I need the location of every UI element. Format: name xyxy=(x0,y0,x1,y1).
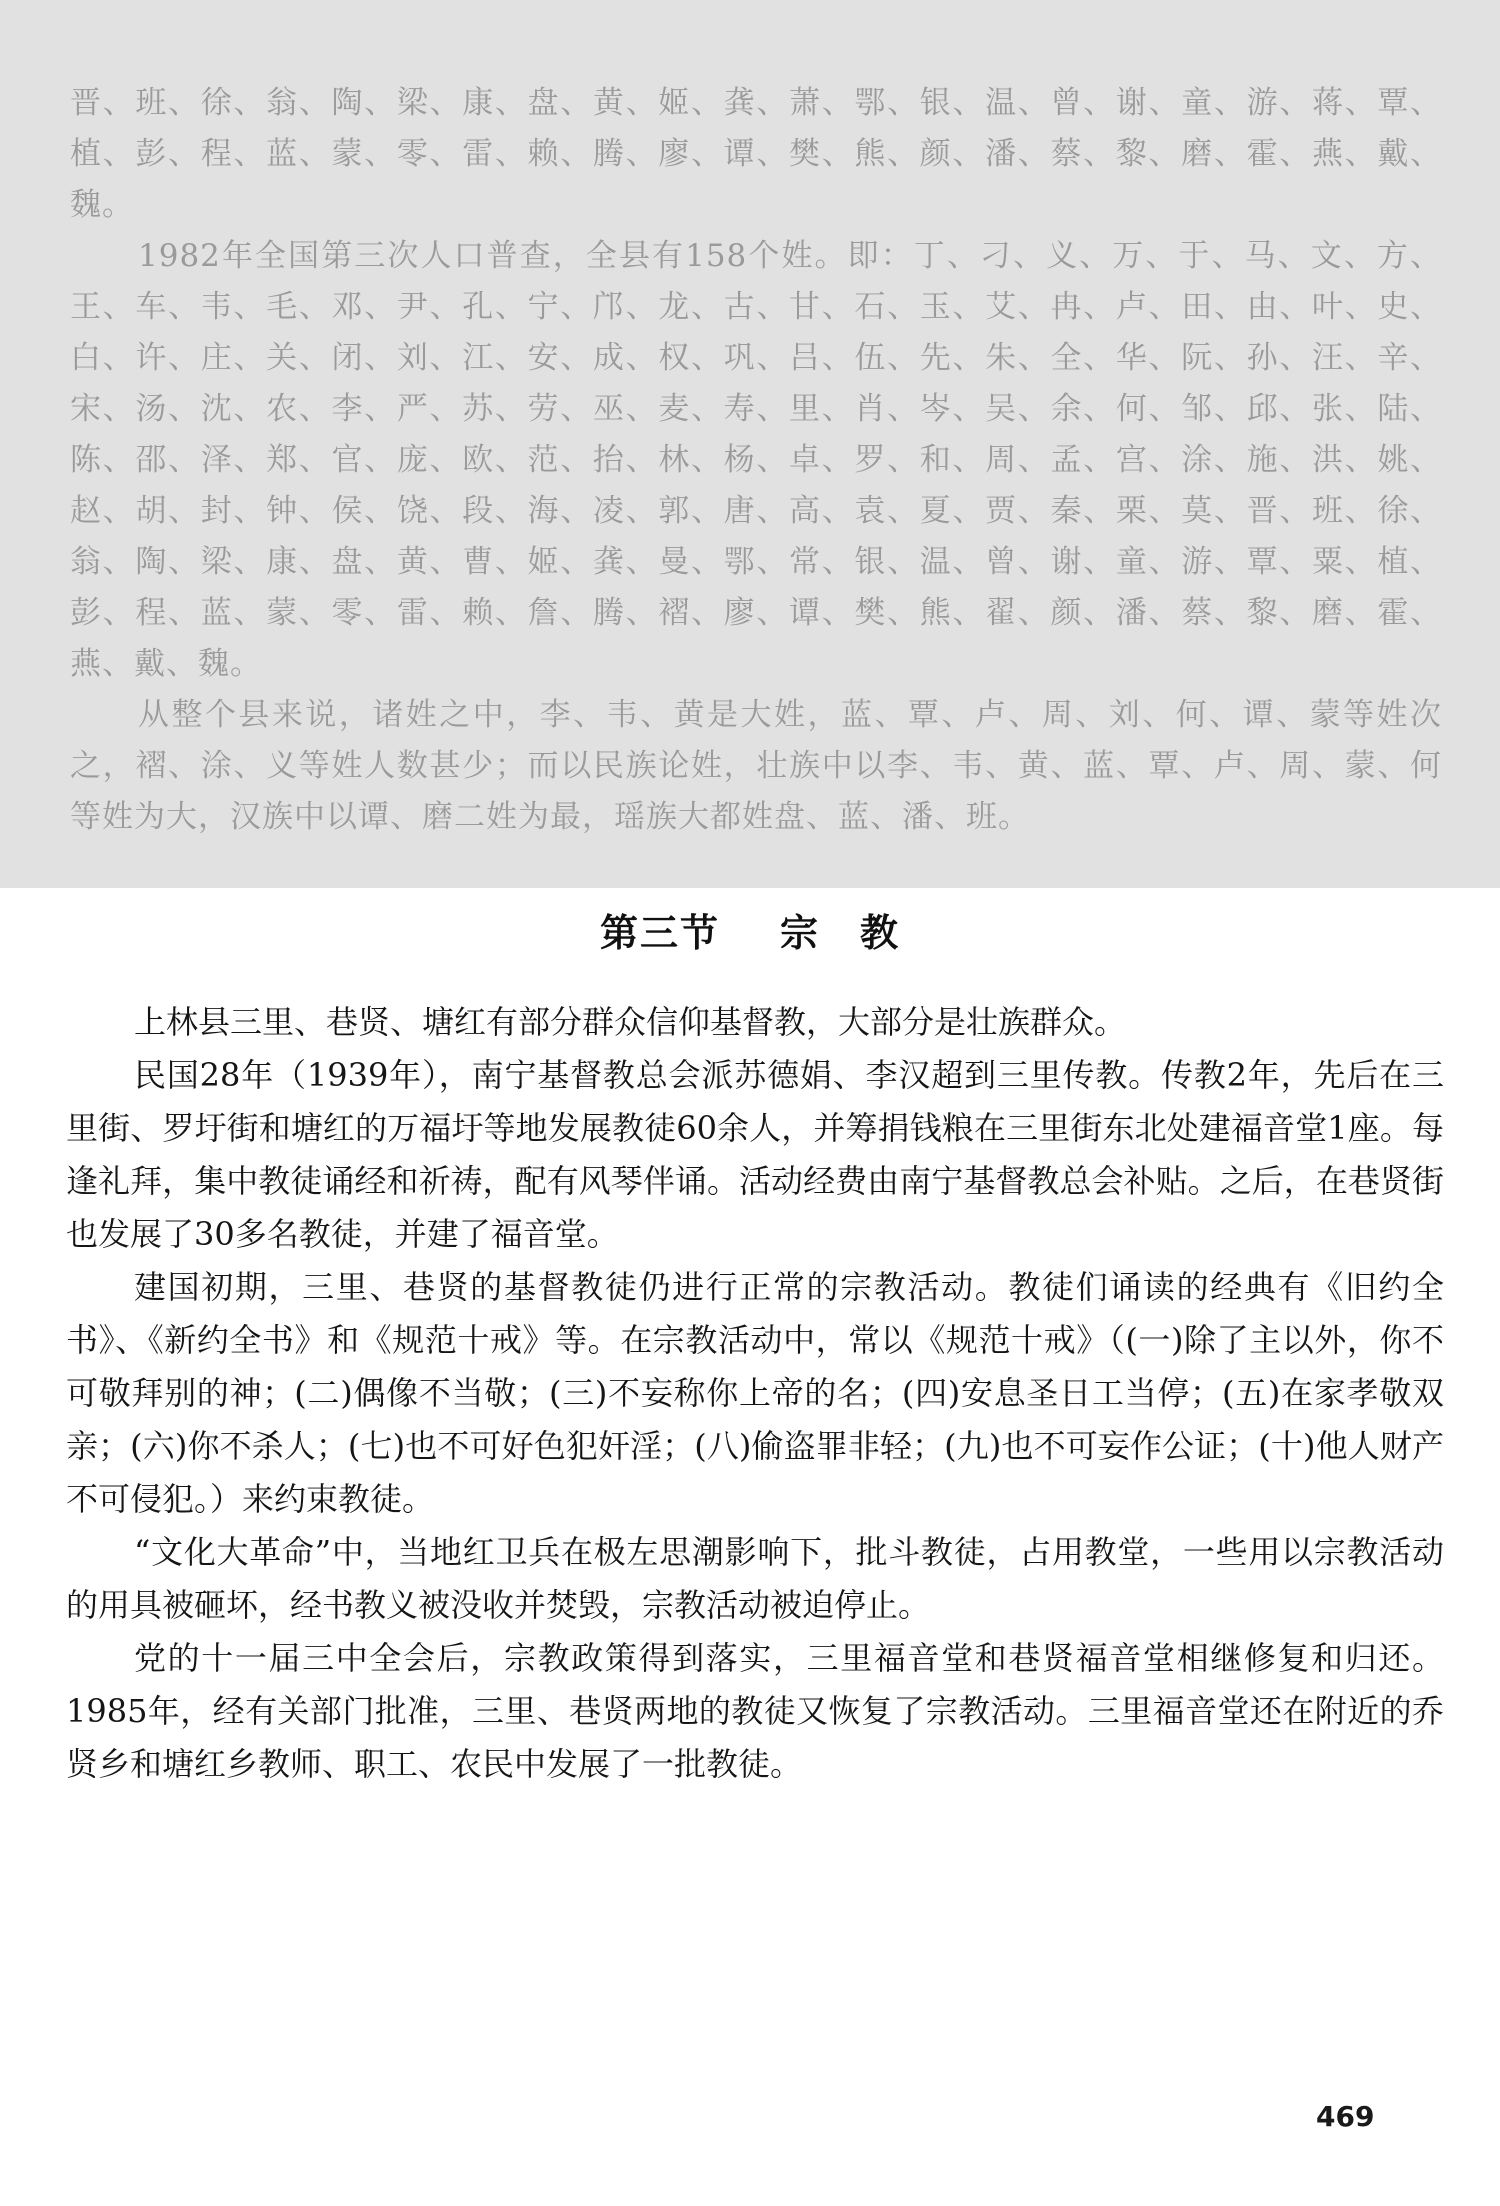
section-name-char-2: 教 xyxy=(860,911,901,955)
shaded-paragraph-3: 从整个县来说，诸姓之中，李、韦、黄是大姓，蓝、覃、卢、周、刘、何、谭、蒙等姓次之，褶、涂、义等姓人数甚少；而以民族论姓，壮族中以李、韦、黄、蓝、覃、卢、周、蒙、何等姓为大，汉族中以谭、磨二姓为最，瑶族大都姓盘、蓝、潘、班。 xyxy=(70,697,1442,835)
shaded-previous-section xyxy=(0,0,1500,888)
section-name-char-1: 宗 xyxy=(779,911,820,955)
shaded-text-block xyxy=(70,78,1442,843)
body-paragraph-3: 建国初期，三里、巷贤的基督教徒仍进行正常的宗教活动。教徒们诵读的经典有《旧约全书》、《新约全书》和《规范十戒》等。在宗教活动中，常以《规范十戒》（(一)除了主以外，你不可敬拜别的神；(二)偶像不当敬；(三)不妄称你上帝的名；(四)安息圣日工当停；(五)在家孝敬双亲；(六)你不杀人；(七)也不可好色犯奸淫；(八)偷盗罪非轻；(九)也不可妄作公证；(十)他人财产不可侵犯。）来约束教徒。 xyxy=(66,1268,1444,1518)
shaded-paragraph-2: 1982年全国第三次人口普查，全县有158个姓。即：丁、刁、义、万、于、马、文、方、王、车、韦、毛、邓、尹、孔、宁、邝、龙、古、甘、石、玉、艾、冉、卢、田、由、叶、史、白、许、庄、关、闭、刘、江、安、成、权、巩、吕、伍、先、朱、全、华、阮、孙、汪、辛、宋、汤、沈、农、李、严、苏、劳、巫、麦、寿、里、肖、岑、吴、余、何、邹、邱、张、陆、陈、邵、泽、郑、官、庞、欧、范、抬、林、杨、卓、罗、和、周、孟、宫、涂、施、洪、姚、赵、胡、封、钟、侯、饶、段、海、凌、郭、唐、高、袁、夏、贾、秦、栗、莫、晋、班、徐、翁、陶、梁、康、盘、黄、曹、姬、龚、曼、鄂、常、银、温、曾、谢、童、游、覃、粟、植、彭、程、蓝、蒙、零、雷、赖、詹、腾、褶、廖、谭、樊、熊、翟、颜、潘、蔡、黎、磨、霍、燕、戴、魏。 xyxy=(70,238,1442,682)
body-paragraph-5: 党的十一届三中全会后，宗教政策得到落实，三里福音堂和巷贤福音堂相继修复和归还。1985年，经有关部门批准，三里、巷贤两地的教徒又恢复了宗教活动。三里福音堂还在附近的乔贤乡和塘红乡教师、职工、农民中发展了一批教徒。 xyxy=(66,1639,1444,1783)
body-paragraph-2: 民国28年（1939年），南宁基督教总会派苏德娟、李汉超到三里传教。传教2年，先后在三里街、罗圩街和塘红的万福圩等地发展教徒60余人，并筹捐钱粮在三里街东北处建福音堂1座。每逢礼拜，集中教徒诵经和祈祷，配有风琴伴诵。活动经费由南宁基督教总会补贴。之后，在巷贤街也发展了30多名教徒，并建了福音堂。 xyxy=(66,1056,1444,1253)
body-paragraph-4: “文化大革命”中，当地红卫兵在极左思潮影响下，批斗教徒，占用教堂，一些用以宗教活动的用具被砸坏，经书教义被没收并焚毁，宗教活动被迫停止。 xyxy=(66,1533,1444,1624)
section-title xyxy=(0,908,1500,958)
section-body xyxy=(66,996,1444,1791)
body-paragraph-1: 上林县三里、巷贤、塘红有部分群众信仰基督教，大部分是壮族群众。 xyxy=(134,1003,1127,1041)
section-number: 第三节 xyxy=(599,911,720,955)
shaded-paragraph-1: 晋、班、徐、翁、陶、梁、康、盘、黄、姬、龚、萧、鄂、银、温、曾、谢、童、游、蒋、覃、植、彭、程、蓝、蒙、零、雷、赖、腾、廖、谭、樊、熊、颜、潘、蔡、黎、磨、霍、燕、戴、魏。 xyxy=(70,85,1442,223)
page-number: 469 xyxy=(1316,2100,1375,2133)
